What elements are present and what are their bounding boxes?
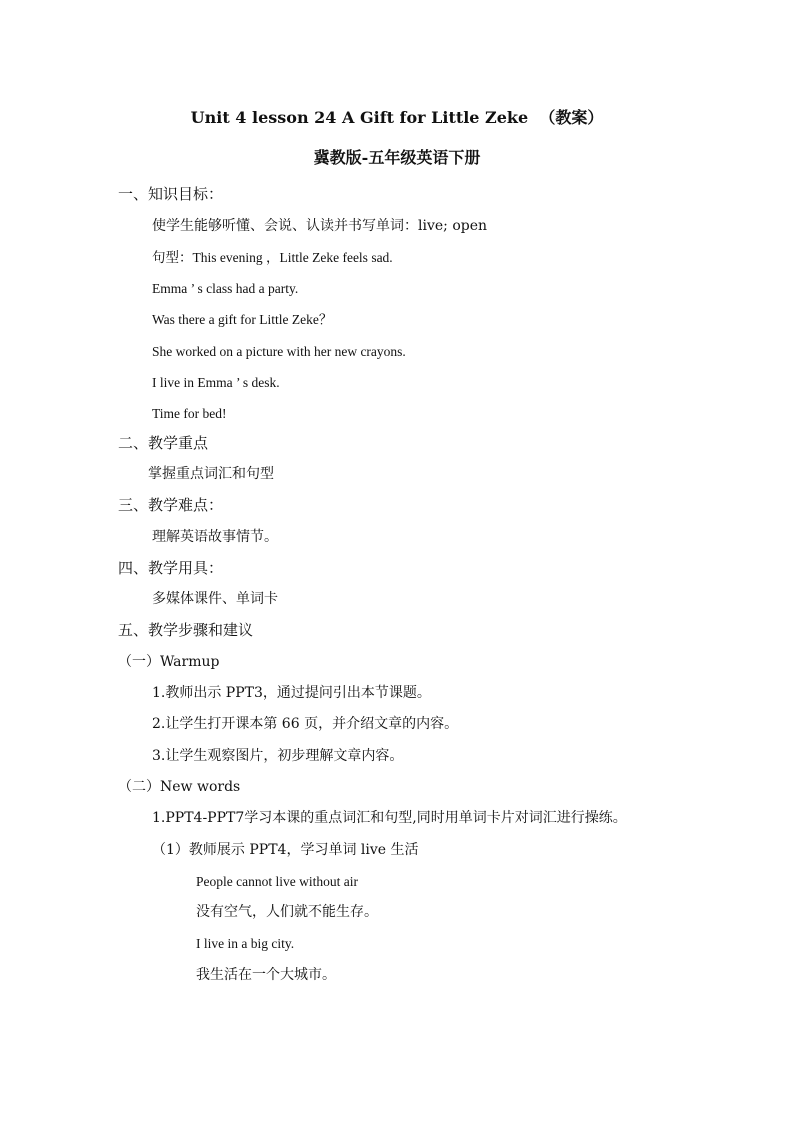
sentence-pattern-2: Emma ’ s class had a party. <box>152 281 299 296</box>
section-3-text: 理解英语故事情节。 <box>152 529 278 545</box>
new-words-step-1: 1.PPT4-PPT7学习本课的重点词汇和句型,同时用单词卡片对词汇进行操练。 <box>152 810 627 826</box>
section-2-heading: 二、教学重点 <box>118 434 209 452</box>
warmup-heading: （一）Warmup <box>118 654 220 670</box>
section-1-heading: 一、知识目标： <box>118 185 224 203</box>
document-subtitle: 冀教版-五年级英语下册 <box>313 148 481 167</box>
warmup-step-2: 2.让学生打开课本第 66 页，并介绍文章的内容。 <box>152 716 459 732</box>
example-en-1: People cannot live without air <box>196 874 358 889</box>
example-zh-1: 没有空气，人们就不能生存。 <box>196 904 378 920</box>
example-en-2: I live in a big city. <box>196 936 295 951</box>
sentence-pattern-1: 句型：This evening ，Little Zeke feels sad. <box>152 250 393 265</box>
section-1-vocab: 使学生能够听懂、会说、认读并书写单词：live; open <box>152 218 488 234</box>
sentence-pattern-4: She worked on a picture with her new crayons. <box>152 344 406 359</box>
sentence-pattern-3: Was there a gift for Little Zeke？ <box>152 312 333 327</box>
section-2-text: 掌握重点词汇和句型 <box>148 466 274 482</box>
section-4-heading: 四、教学用具： <box>118 559 224 577</box>
warmup-step-3: 3.让学生观察图片，初步理解文章内容。 <box>152 748 404 764</box>
new-words-sub-1: （1）教师展示 PPT4，学习单词 live 生活 <box>152 842 419 858</box>
new-words-heading: （二）New words <box>118 779 241 795</box>
example-zh-2: 我生活在一个大城市。 <box>196 967 336 983</box>
sentence-pattern-5: I live in Emma ’ s desk. <box>152 375 280 390</box>
warmup-step-1: 1.教师出示 PPT3，通过提问引出本节课题。 <box>152 685 431 701</box>
section-5-heading: 五、教学步骤和建议 <box>118 621 254 639</box>
sentence-pattern-6: Time for bed! <box>152 406 227 421</box>
section-4-text: 多媒体课件、单词卡 <box>152 591 278 607</box>
document-title: Unit 4 lesson 24 A Gift for Little Zeke （教案） <box>190 108 604 127</box>
section-3-heading: 三、教学难点： <box>118 496 224 514</box>
